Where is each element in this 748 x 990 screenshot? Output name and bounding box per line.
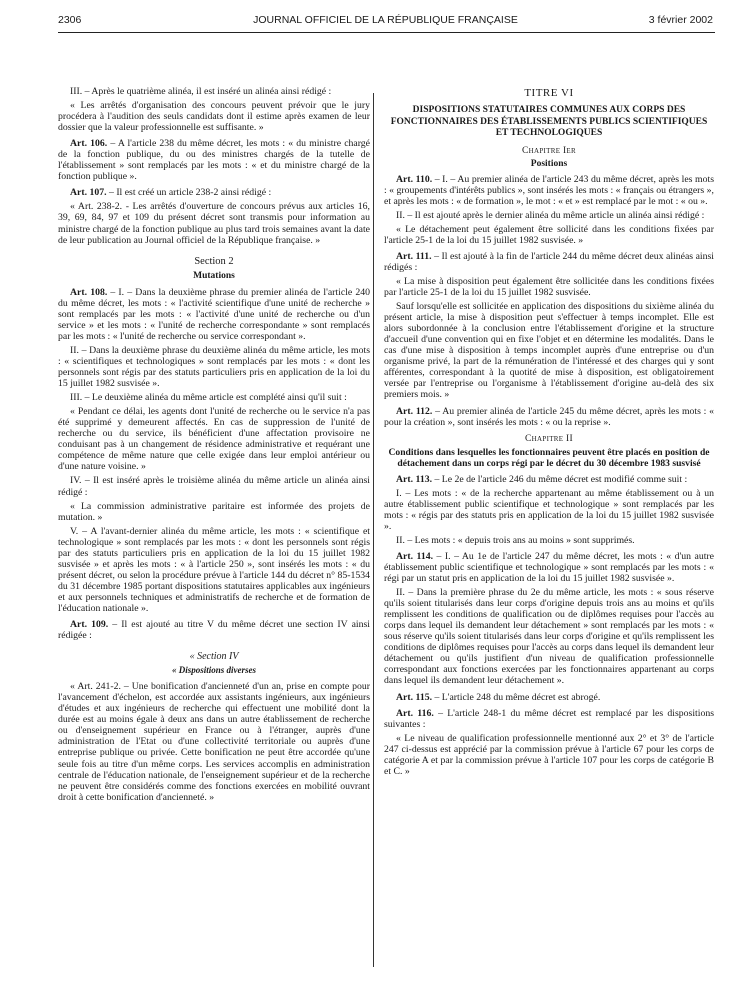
article-text: – Il est ajouté à la fin de l'article 244 du même décret deux alinéas ainsi rédigés : bbox=[384, 250, 714, 273]
section-subtitle: Mutations bbox=[193, 270, 235, 281]
article-111 bbox=[384, 251, 714, 273]
quote-paragraph: « La mise à disposition peut également être sollicitée dans les conditions fixées par l'article 25-1 de la loi du 15 juillet 1982 susvisée. bbox=[384, 276, 714, 299]
article-text: – L'article 248 du même décret est abrogé. bbox=[432, 691, 601, 703]
chapter-heading: Chapitre Ier bbox=[522, 145, 576, 156]
right-column bbox=[384, 86, 714, 780]
left-column bbox=[58, 86, 370, 806]
article-text: – L'article 248-1 du même décret est remplacé par les dispositions suivantes : bbox=[384, 707, 714, 730]
paragraph: II. – Les mots : « depuis trois ans au moins » sont supprimés. bbox=[396, 534, 635, 546]
paragraph: II. – Dans la deuxième phrase du deuxième alinéa du même article, les mots : « scientifiques et technologiques » sont remplacés par les mots : « dont les personnels sont régis par des statuts particuliers pris en application de la loi du 15 juillet 1982 susvisée ». bbox=[58, 344, 370, 390]
section-title: Section 2 bbox=[194, 255, 234, 267]
article-112 bbox=[384, 406, 714, 428]
issue-date: 3 février 2002 bbox=[648, 14, 713, 26]
chapter-heading: Chapitre II bbox=[525, 433, 573, 444]
article-label: Art. 114. bbox=[396, 550, 434, 562]
journal-title: JOURNAL OFFICIEL DE LA RÉPUBLIQUE FRANÇAISE bbox=[253, 14, 518, 26]
paragraph: V. – A l'avant-dernier alinéa du même article, les mots : « scientifique et technologique » sont remplacés par les mots : « dont les personnels sont régis par des statuts particuliers pris en application de la loi du 15 juillet 1982 susvisée » et après les mots : « à l'article 250 », sont insérés les mots : « du présent décret, ou selon la procédure prévue à l'article 144 du décret n° 85-1534 du 31 décembre 1985 portant dispositions statutaires applicables aux ingénieurs et aux personnels techniques et administratifs de recherche et de formation de l'éducation nationale ». bbox=[58, 525, 370, 614]
quote-paragraph: « Art. 241-2. – Une bonification d'ancienneté d'un an, prise en compte pour l'avancement d'échelon, est accordée aux assistants ingénieurs, aux ingénieurs d'études et aux ingénieurs de recherche qui effectuent une mobilité dont la durée est au moins égale à deux ans dans un autre établissement de recherche ou d'enseignement supérieur en France ou à l'étranger, auprès d'une administration de l'Etat ou d'une collectivité territoriale ou auprès d'une entreprise publique ou privée. Cette bonification ne peut être accordée qu'une seule fois au titre d'un même corps. Les services accomplis en administration centrale de l'éducation nationale, de l'enseignement supérieur et de la recherche ne peuvent être considérés comme des fonctions exercées en mobilité ouvrant droit à cette bonification d'ancienneté. » bbox=[58, 681, 370, 803]
article-116 bbox=[384, 708, 714, 730]
section-subtitle: « Dispositions diverses bbox=[171, 665, 256, 676]
article-label: Art. 111. bbox=[396, 250, 432, 262]
paragraph: II. – Dans la première phrase du 2e du même article, les mots : « sous réserve qu'ils soient titularisés dans leur corps d'origine depuis trois ans au moins et qu'ils remplissent les conditions de qualification ou de diplômes requises pour l'accès au corps dans lequel ils demandent leur détachement » sont remplacés par les mots : « sous réserve qu'ils soient titularisés dans leur corps d'origine et qu'ils remplissent les conditions de diplômes requises pour l'accès au corps dans lequel ils demandent leur détachement ou qu'ils justifient d'un niveau de qualification professionnelle correspondant aux fonctions exercées par les fonctionnaires appartenant au corps dans lequel ils demandent leur détachement ». bbox=[384, 587, 714, 687]
page-number: 2306 bbox=[58, 14, 82, 26]
paragraph: III. – Après le quatrième alinéa, il est inséré un alinéa ainsi rédigé : bbox=[70, 86, 332, 97]
running-header bbox=[58, 14, 713, 28]
article-label: Art. 113. bbox=[396, 473, 433, 485]
quote-paragraph: « Art. 238-2. - Les arrêtés d'ouverture de concours prévus aux articles 16, 39, 69, 84, 97 et 109 du présent décret sont transmis pour information au ministre chargé de la fonction publique au plus tard trois semaines avant la date de leur publication au Journal officiel de la République française. » bbox=[58, 201, 370, 246]
article-label: Art. 115. bbox=[396, 691, 433, 703]
article-text: – I. – Au premier alinéa de l'article 243 du même décret, après les mots : « groupements d'intérêts publics », sont insérés les mots : « français ou étrangers », et après les mots : « de formation », le mot : « et » est remplacé par le mot : « ou ». bbox=[384, 173, 714, 207]
quote-paragraph: « Le détachement peut également être sollicité dans les conditions fixées par l'article 25-1 de la loi du 15 juillet 1982 susvisée. » bbox=[384, 223, 714, 246]
article-label: Art. 107. bbox=[70, 187, 107, 199]
article-107 bbox=[58, 187, 370, 198]
quote-paragraph: « La commission administrative paritaire est informée des projets de mutation. » bbox=[58, 500, 370, 523]
article-text: – Il est créé un article 238-2 ainsi rédigé : bbox=[106, 187, 272, 199]
paragraph: I. – Les mots : « de la recherche appartenant au même établissement ou à un autre établissement public scientifique et technologique » sont remplacés par les mots : « régis par des statuts pris en application de la loi du 15 juillet 1982 susvisée ». bbox=[384, 487, 714, 532]
quote-paragraph: « Le niveau de qualification professionnelle mentionné aux 2° et 3° de l'article 247 ci-dessus est apprécié par la commission prévue à l'article 67 pour les corps de catégorie A et par la commission prévue à l'article 107 pour les corps de catégorie B et C. » bbox=[384, 732, 714, 777]
paragraph: II. – Il est ajouté après le dernier alinéa du même article un alinéa ainsi rédigé : bbox=[396, 209, 705, 221]
article-label: Art. 109. bbox=[70, 619, 109, 631]
article-text: – A l'article 238 du même décret, les mots : « du ministre chargé de la fonction publique, du ou des ministres chargés de la tutelle de l'établissement » sont remplacés par les mots : « et du ministre chargé de la fonction publique ». bbox=[58, 138, 370, 183]
article-label: Art. 108. bbox=[70, 286, 108, 298]
article-110 bbox=[384, 174, 714, 207]
article-106 bbox=[58, 138, 370, 182]
chapter-subheading: Positions bbox=[530, 158, 568, 169]
title-heading: TITRE VI bbox=[524, 87, 574, 99]
article-115 bbox=[384, 692, 714, 703]
section-title: « Section IV bbox=[189, 651, 239, 663]
quote-paragraph: « Les arrêtés d'organisation des concours peuvent prévoir que le jury procédera à l'audition des seuls candidats dont il estime après examen de leur dossier que la valeur professionnelle est suffisante. » bbox=[58, 100, 370, 134]
article-114 bbox=[384, 551, 714, 584]
title-subheading: DISPOSITIONS STATUTAIRES COMMUNES AUX CORPS DES FONCTIONNAIRES DES ÉTABLISSEMENTS PUBLICS SCIENTIFIQUES ET TECHNOLOGIQUES bbox=[390, 105, 708, 139]
article-113 bbox=[384, 474, 714, 485]
article-label: Art. 106. bbox=[70, 138, 108, 150]
article-text: – I. – Au 1e de l'article 247 du même décret, les mots : « d'un autre établissement public scientifique et technologique » sont remplacés par les mots : « régi par un statut pris en application de la loi du 15 juillet 1982 susvisée ». bbox=[384, 550, 714, 585]
article-text: – Il est ajouté au titre V du même décret une section IV ainsi rédigée : bbox=[58, 619, 370, 642]
article-text: – I. – Dans la deuxième phrase du premier alinéa de l'article 240 du même décret, les mots : « l'activité scientifique d'une unité de recherche » sont remplacés par les mots : « l'activité d'une unité de recherche ou d'un service » et les mots : « l'unité de recherche correspondante » sont remplacés par les mots : « l'unité de recherche ou service correspondant ». bbox=[58, 286, 370, 342]
article-text: – Au premier alinéa de l'article 245 du même décret, après les mots : « pour la création », sont insérés les mots : « ou la reprise ». bbox=[384, 405, 715, 428]
paragraph: III. – Le deuxième alinéa du même article est complété ainsi qu'il suit : bbox=[70, 392, 347, 404]
quote-paragraph: « Pendant ce délai, les agents dont l'unité de recherche ou le service n'a pas été supprimé y demeurent affectés. En cas de suppression de l'unité de recherche ou du service, ils bénéficient d'une affectation provisoire ne conduisant pas à un changement de résidence administrative et requérant une compétence de même nature que celle exigée dans leur emploi antérieur ou d'une nature voisine. » bbox=[58, 406, 370, 473]
paragraph: IV. – Il est inséré après le troisième alinéa du même article un alinéa ainsi rédigé : bbox=[58, 475, 370, 498]
article-label: Art. 116. bbox=[396, 707, 434, 719]
article-label: Art. 110. bbox=[396, 173, 433, 185]
article-109 bbox=[58, 619, 370, 641]
article-108 bbox=[58, 287, 370, 342]
column-divider bbox=[373, 93, 374, 967]
quote-paragraph: Sauf lorsqu'elle est sollicitée en application des dispositions du sixième alinéa du présent article, la mise à disposition peut s'effectuer à temps incomplet. Elle est alors subordonnée à la conclusion entre l'établissement d'origine et la structure d'accueil d'une convention qui en fixe l'objet et en détermine les modalités. Dans le cas d'une mise à disposition à temps incomplet auprès d'une entreprise ou d'un organisme privé, la part de la rémunération de l'intéressé et des charges qui y sont afférentes, correspondant à la quotité de mise à disposition, est obligatoirement versée par l'entreprise ou l'organisme à l'établissement d'origine au-delà des six premiers mois. » bbox=[384, 301, 714, 401]
article-text: – Le 2e de l'article 246 du même décret est modifié comme suit : bbox=[432, 473, 688, 485]
article-label: Art. 112. bbox=[396, 405, 433, 417]
header-rule bbox=[58, 32, 715, 33]
chapter-subheading: Conditions dans lesquelles les fonctionnaires peuvent être placés en position de détachement dans un corps régi par le décret du 30 décembre 1983 susvisé bbox=[388, 446, 710, 470]
